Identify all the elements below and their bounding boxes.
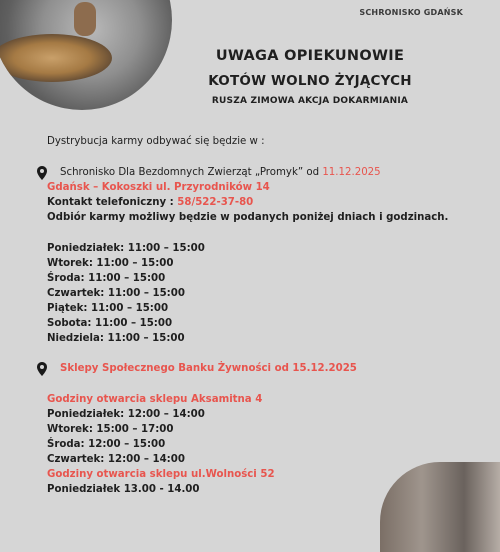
section1-heading-line (60, 167, 381, 178)
shop1-schedule-row: Poniedziałek: 12:00 – 14:00 (47, 409, 205, 420)
shop2-title: Godziny otwarcia sklepu ul.Wolności 52 (47, 469, 275, 480)
schedule-row: Czwartek: 11:00 – 15:00 (47, 288, 185, 299)
headline-line1: UWAGA OPIEKUNOWIE (215, 48, 405, 64)
schedule-row: Piątek: 11:00 – 15:00 (47, 303, 169, 314)
cat-paw (74, 2, 96, 36)
phone-number[interactable]: 58/522-37-80 (177, 197, 254, 208)
section1-address: Gdańsk – Kokoszki ul. Przyrodników 14 (47, 182, 270, 193)
schedule-row: Wtorek: 11:00 – 15:00 (47, 258, 174, 269)
section2-heading: Sklepy Społecznego Banku Żywności od 15.12.2025 (60, 363, 357, 374)
schedule-row: Sobota: 11:00 – 15:00 (47, 318, 173, 329)
shop1-schedule-row: Środa: 12:00 – 15:00 (47, 439, 166, 450)
shop1-title: Godziny otwarcia sklepu Aksamitna 4 (47, 394, 263, 405)
shop2-schedule-row: Poniedziałek 13.00 - 14.00 (47, 484, 200, 495)
section1-note: Odbiór karmy możliwy będzie w podanych poniżej dniach i godzinach. (47, 212, 449, 223)
schedule-row: Środa: 11:00 – 15:00 (47, 273, 166, 284)
section1-date: 11.12.2025 (322, 167, 381, 178)
section1-heading: Schronisko Dla Bezdomnych Zwierząt „Promyk” od (60, 167, 320, 178)
headline-line2: KOTÓW WOLNO ŻYJĄCYCH (208, 73, 412, 89)
street-photo (380, 462, 500, 552)
phone-label: Kontakt telefoniczny : (47, 197, 174, 208)
cat-feeding-photo (0, 0, 172, 110)
food-bowl (0, 34, 112, 82)
shop1-schedule-row: Czwartek: 12:00 – 14:00 (47, 454, 185, 465)
shop1-schedule-row: Wtorek: 15:00 – 17:00 (47, 424, 174, 435)
schedule-row: Niedziela: 11:00 – 15:00 (47, 333, 185, 344)
location-pin-icon (37, 166, 47, 180)
section1-phone-line (47, 197, 253, 208)
intro-text: Dystrybucja karmy odbywać się będzie w : (47, 136, 265, 147)
schedule-row: Poniedziałek: 11:00 – 15:00 (47, 243, 205, 254)
brand-name: SCHRONISKO GDAŃSK (359, 8, 463, 17)
location-pin-icon (37, 362, 47, 376)
headline-line3: RUSZA ZIMOWA AKCJA DOKARMIANIA (211, 96, 409, 106)
